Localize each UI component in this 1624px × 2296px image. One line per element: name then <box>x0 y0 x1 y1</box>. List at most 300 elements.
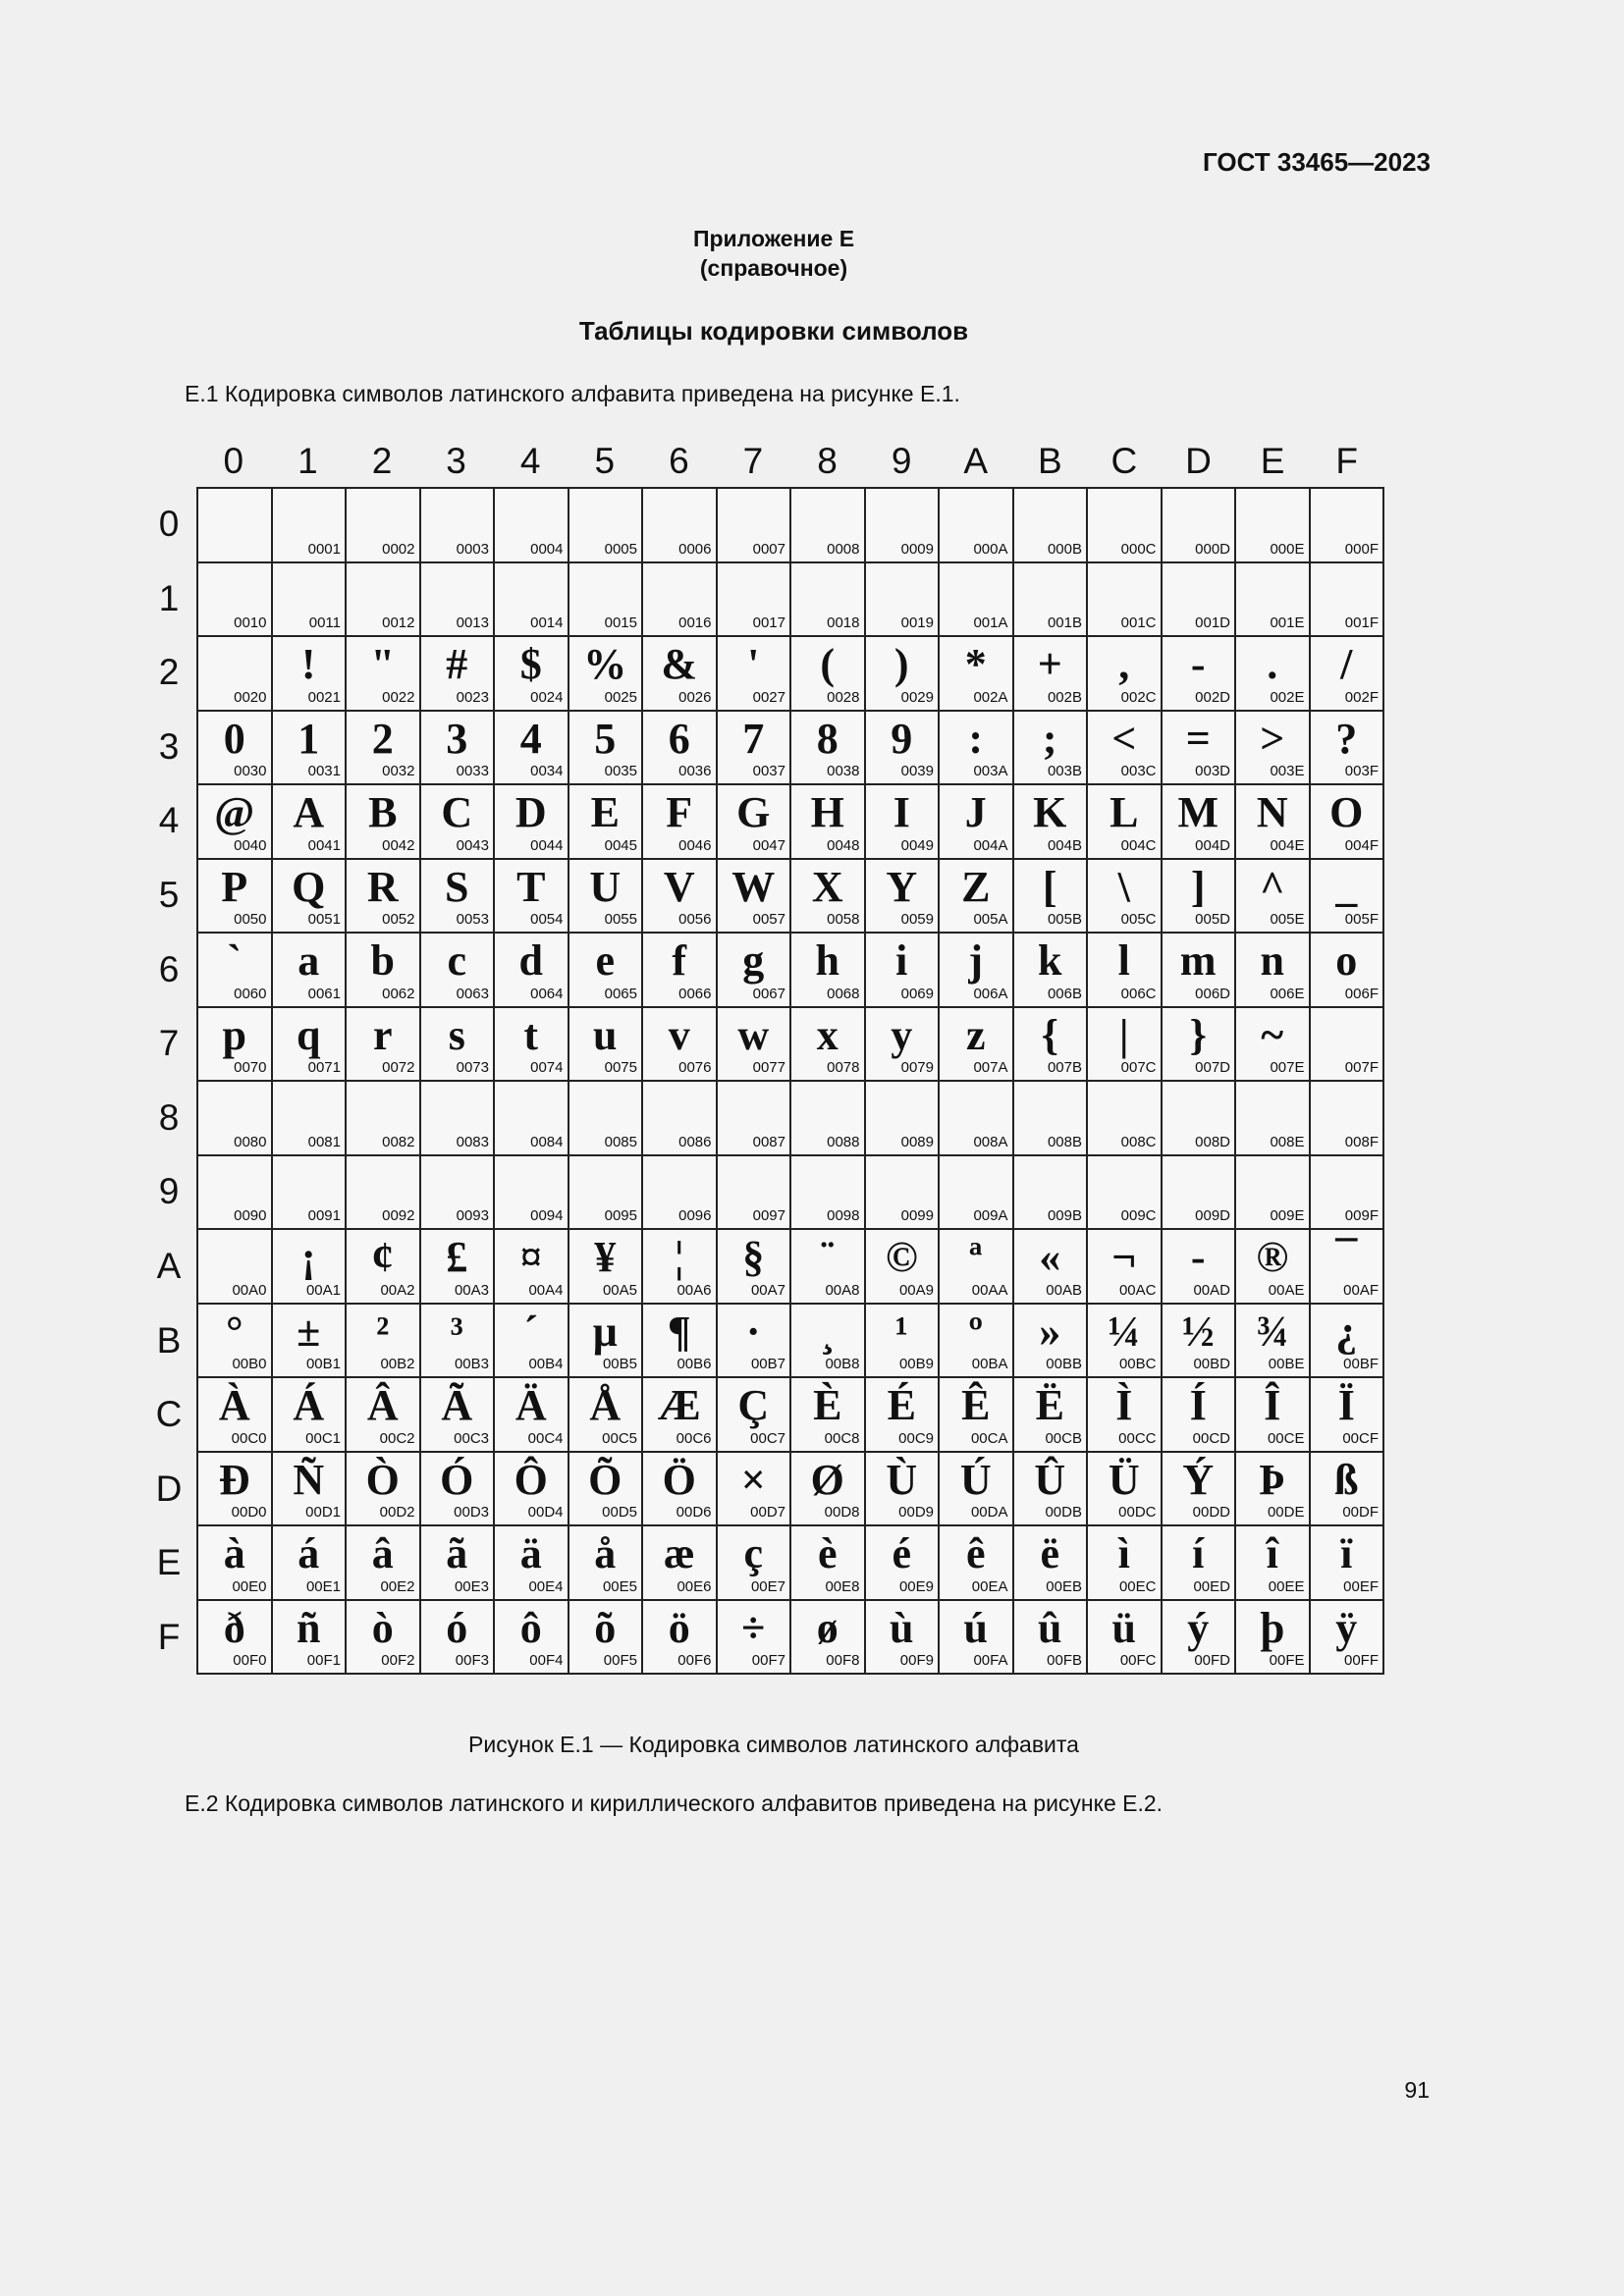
cell-code: 008A <box>973 1133 1008 1150</box>
column-header: E <box>1260 441 1285 481</box>
cell-glyph: 2 <box>371 714 394 763</box>
code-cell <box>718 1601 792 1676</box>
cell-glyph: Æ <box>657 1381 701 1429</box>
cell-glyph: , <box>1118 640 1130 688</box>
column-header: 7 <box>742 441 764 481</box>
code-cell <box>718 1453 792 1527</box>
code-cell <box>940 563 1014 638</box>
code-cell <box>198 1230 273 1305</box>
cell-glyph: r <box>372 1010 393 1059</box>
cell-glyph: z <box>965 1010 986 1059</box>
code-cell <box>866 1008 941 1083</box>
cell-code: 002C <box>1120 688 1157 706</box>
cell-code: 00F7 <box>751 1652 785 1669</box>
cell-glyph: ø <box>816 1603 839 1652</box>
code-cell <box>569 785 644 860</box>
cell-code: 00FF <box>1343 1652 1379 1669</box>
cell-glyph: å <box>594 1529 617 1577</box>
cell-code: 00D8 <box>824 1504 860 1521</box>
cell-glyph: þ <box>1260 1603 1284 1652</box>
code-cell <box>1163 1453 1237 1527</box>
cell-code: 00F2 <box>381 1652 415 1669</box>
cell-glyph: ç <box>743 1529 764 1577</box>
cell-code: 0049 <box>900 836 934 854</box>
cell-code: 00FA <box>973 1652 1008 1669</box>
cell-glyph: ª <box>969 1233 983 1281</box>
code-cell <box>1014 1526 1089 1601</box>
cell-glyph: í <box>1192 1529 1205 1577</box>
cell-glyph: g <box>742 936 765 985</box>
cell-glyph: á <box>298 1529 320 1577</box>
cell-glyph: : <box>968 714 984 763</box>
cell-glyph: 6 <box>668 714 690 763</box>
cell-code: 00A9 <box>898 1281 934 1299</box>
cell-code: 0072 <box>382 1059 415 1076</box>
cell-glyph: Q <box>292 862 326 911</box>
cell-glyph: F <box>666 788 693 836</box>
cell-glyph: Z <box>961 862 991 911</box>
code-cell <box>198 860 273 934</box>
cell-glyph: L <box>1110 788 1139 836</box>
code-cell <box>791 1008 866 1083</box>
cell-glyph: s <box>448 1010 465 1059</box>
cell-code: 0024 <box>530 688 564 706</box>
cell-glyph: ~ <box>1261 1010 1284 1059</box>
cell-glyph: Ò <box>365 1455 400 1504</box>
code-cell <box>1088 1230 1163 1305</box>
cell-code: 0001 <box>307 540 341 558</box>
code-cell <box>643 1082 718 1156</box>
cell-code: 00E2 <box>380 1577 415 1595</box>
cell-glyph: n <box>1260 936 1284 985</box>
code-cell <box>1236 1526 1311 1601</box>
cell-glyph: Ë <box>1035 1381 1064 1429</box>
cell-code: 0064 <box>530 985 564 1002</box>
code-cell <box>791 860 866 934</box>
cell-code: 00D4 <box>527 1504 564 1521</box>
cell-code: 00D9 <box>898 1504 934 1521</box>
code-cell <box>495 1601 569 1676</box>
row-header: 8 <box>158 1096 180 1138</box>
cell-code: 00AF <box>1343 1281 1379 1299</box>
cell-code: 0066 <box>678 985 712 1002</box>
code-cell <box>1014 637 1089 712</box>
code-cell <box>1236 1082 1311 1156</box>
code-cell <box>791 563 866 638</box>
cell-code: 00DB <box>1045 1504 1082 1521</box>
cell-code: 0078 <box>827 1059 860 1076</box>
cell-code: 0071 <box>307 1059 341 1076</box>
cell-code: 003F <box>1344 763 1379 779</box>
cell-glyph: ë <box>1040 1529 1060 1577</box>
code-cell <box>718 860 792 934</box>
cell-glyph: h <box>815 936 839 985</box>
cell-glyph: « <box>1039 1233 1061 1281</box>
cell-code: 00D5 <box>602 1504 637 1521</box>
code-cell <box>1163 1082 1237 1156</box>
code-cell <box>866 1082 941 1156</box>
cell-glyph: o <box>1335 936 1358 985</box>
cell-glyph: ^ <box>1259 862 1285 911</box>
cell-code: 0077 <box>752 1059 785 1076</box>
code-cell <box>273 860 348 934</box>
code-grid <box>196 487 1384 1675</box>
cell-glyph: V <box>663 862 695 911</box>
cell-glyph: y <box>891 1010 913 1059</box>
cell-glyph: Ý <box>1182 1455 1215 1504</box>
code-cell <box>569 1378 644 1453</box>
code-cell <box>495 934 569 1008</box>
code-cell <box>1014 1378 1089 1453</box>
code-cell <box>495 637 569 712</box>
cell-code: 00DA <box>970 1504 1008 1521</box>
cell-code: 0079 <box>900 1059 934 1076</box>
code-cell <box>421 1082 496 1156</box>
cell-glyph: ÷ <box>741 1603 766 1652</box>
column-header: 0 <box>223 441 244 481</box>
cell-glyph: " <box>370 640 395 688</box>
cell-glyph: K <box>1033 788 1067 836</box>
cell-glyph: Ù <box>886 1455 918 1504</box>
cell-glyph: ( <box>820 640 836 688</box>
cell-code: 0030 <box>234 763 267 779</box>
code-cell <box>940 1008 1014 1083</box>
code-cell <box>1311 1526 1385 1601</box>
code-cell <box>1088 1305 1163 1379</box>
cell-code: 0008 <box>827 540 860 558</box>
cell-code: 006C <box>1120 985 1157 1002</box>
code-cell <box>273 785 348 860</box>
cell-code: 00A5 <box>602 1281 637 1299</box>
code-cell <box>347 1453 421 1527</box>
code-cell <box>1311 860 1385 934</box>
code-cell <box>866 1305 941 1379</box>
cell-glyph: c <box>447 936 467 985</box>
code-cell <box>198 1008 273 1083</box>
cell-code: 00AA <box>971 1281 1008 1299</box>
cell-code: 0065 <box>604 985 637 1002</box>
code-cell <box>347 1230 421 1305</box>
column-header: 1 <box>298 441 318 481</box>
code-cell <box>1088 712 1163 786</box>
cell-glyph: = <box>1185 714 1211 763</box>
cell-code: 003D <box>1195 763 1230 779</box>
code-cell <box>791 785 866 860</box>
cell-glyph: ó <box>446 1603 468 1652</box>
cell-code: 005E <box>1270 911 1305 928</box>
code-cell <box>1163 637 1237 712</box>
code-cell <box>1163 785 1237 860</box>
column-header: 8 <box>817 441 838 481</box>
code-cell <box>1014 1082 1089 1156</box>
cell-glyph: Ú <box>959 1455 992 1504</box>
cell-code: 00C0 <box>231 1429 267 1447</box>
cell-code: 004B <box>1047 836 1082 854</box>
cell-code: 0090 <box>234 1207 267 1224</box>
code-cell <box>421 637 496 712</box>
cell-glyph: µ <box>592 1307 618 1356</box>
code-cell <box>421 1453 496 1527</box>
code-cell <box>866 1230 941 1305</box>
cell-glyph: ! <box>300 640 316 688</box>
cell-glyph: · <box>745 1307 761 1356</box>
code-cell <box>791 1082 866 1156</box>
code-cell <box>866 563 941 638</box>
code-cell <box>347 1082 421 1156</box>
cell-glyph: 5 <box>594 714 617 763</box>
column-header: C <box>1110 441 1138 481</box>
row-header: 9 <box>158 1171 180 1212</box>
code-cell <box>1088 860 1163 934</box>
cell-glyph: a <box>298 936 320 985</box>
cell-code: 00D1 <box>305 1504 341 1521</box>
code-cell <box>1311 934 1385 1008</box>
cell-code: 0081 <box>307 1133 341 1150</box>
cell-glyph: f <box>672 936 687 985</box>
cell-glyph: R <box>366 862 399 911</box>
cell-code: 005A <box>973 911 1008 928</box>
code-cell <box>643 563 718 638</box>
cell-glyph: ð <box>223 1603 245 1652</box>
code-cell <box>421 489 496 563</box>
code-cell <box>718 637 792 712</box>
code-cell <box>198 1453 273 1527</box>
code-cell <box>643 1526 718 1601</box>
cell-code: 00B8 <box>825 1356 860 1372</box>
cell-glyph: < <box>1111 714 1137 763</box>
cell-code: 001F <box>1344 614 1379 631</box>
code-cell <box>347 1156 421 1231</box>
code-cell <box>866 489 941 563</box>
code-cell <box>1163 1230 1237 1305</box>
cell-code: 00EA <box>971 1577 1008 1595</box>
code-cell <box>569 637 644 712</box>
cell-code: 0098 <box>827 1207 860 1224</box>
code-cell <box>643 1305 718 1379</box>
code-cell <box>866 785 941 860</box>
code-cell <box>1014 712 1089 786</box>
cell-glyph: > <box>1260 714 1285 763</box>
cell-code: 003A <box>973 763 1008 779</box>
column-header: A <box>963 441 989 481</box>
column-header: 6 <box>669 441 689 481</box>
cell-code: 002B <box>1047 688 1082 706</box>
code-cell <box>273 1156 348 1231</box>
cell-glyph: | <box>1118 1010 1129 1059</box>
cell-code: 0074 <box>530 1059 564 1076</box>
cell-code: 00CD <box>1192 1429 1230 1447</box>
cell-code: 0048 <box>827 836 860 854</box>
cell-glyph: Õ <box>588 1455 623 1504</box>
column-header: B <box>1037 441 1062 481</box>
code-cell <box>198 934 273 1008</box>
cell-code: 006A <box>973 985 1008 1002</box>
code-cell <box>718 563 792 638</box>
cell-glyph: D <box>514 788 547 836</box>
cell-code: 00ED <box>1193 1577 1230 1595</box>
cell-code: 005B <box>1047 911 1082 928</box>
cell-code: 00B3 <box>454 1356 489 1372</box>
code-cell <box>421 563 496 638</box>
code-cell <box>198 1526 273 1601</box>
code-cell <box>643 860 718 934</box>
cell-code: 009A <box>973 1207 1008 1224</box>
cell-code: 00C7 <box>750 1429 785 1447</box>
cell-code: 00C2 <box>379 1429 415 1447</box>
cell-glyph: â <box>371 1529 394 1577</box>
code-cell <box>643 637 718 712</box>
cell-glyph: ´ <box>523 1307 539 1356</box>
cell-glyph: @ <box>214 788 255 836</box>
cell-code: 001B <box>1047 614 1082 631</box>
cell-code: 0002 <box>382 540 415 558</box>
code-cell <box>569 712 644 786</box>
code-cell <box>1163 489 1237 563</box>
cell-code: 008E <box>1270 1133 1305 1150</box>
cell-code: 00E9 <box>898 1577 934 1595</box>
cell-code: 00C6 <box>676 1429 712 1447</box>
annex-type: (справочное) <box>699 255 848 281</box>
cell-glyph: b <box>370 936 395 985</box>
code-cell <box>198 1601 273 1676</box>
cell-glyph: Û <box>1034 1455 1066 1504</box>
column-header-row <box>196 438 1384 485</box>
cell-code: 000F <box>1344 540 1379 558</box>
code-cell <box>1236 1601 1311 1676</box>
cell-code: 00C3 <box>454 1429 489 1447</box>
code-cell <box>347 1601 421 1676</box>
code-cell <box>1236 1453 1311 1527</box>
code-cell <box>347 1305 421 1379</box>
code-cell <box>569 1305 644 1379</box>
column-header: 9 <box>891 441 912 481</box>
cell-glyph: è <box>817 1529 838 1577</box>
code-cell <box>198 563 273 638</box>
code-cell <box>1014 1008 1089 1083</box>
code-cell <box>866 1453 941 1527</box>
cell-glyph: Y <box>886 862 918 911</box>
cell-glyph: ) <box>893 640 909 688</box>
cell-glyph: . <box>1267 640 1278 688</box>
cell-code: 00CE <box>1267 1429 1305 1447</box>
cell-glyph: à <box>223 1529 245 1577</box>
cell-code: 00BF <box>1343 1356 1379 1372</box>
cell-glyph: A <box>293 788 325 836</box>
code-cell <box>198 712 273 786</box>
code-cell <box>495 712 569 786</box>
cell-glyph: Á <box>293 1381 325 1429</box>
cell-code: 00E4 <box>528 1577 564 1595</box>
row-header: 6 <box>158 948 180 989</box>
cell-glyph: À <box>218 1381 250 1429</box>
code-cell <box>1163 1601 1237 1676</box>
cell-code: 00D2 <box>379 1504 415 1521</box>
cell-glyph: ' <box>747 640 760 688</box>
cell-glyph: M <box>1177 788 1219 836</box>
code-cell <box>347 489 421 563</box>
code-cell <box>791 934 866 1008</box>
row-header: 1 <box>158 577 180 618</box>
code-cell <box>1311 785 1385 860</box>
code-cell <box>495 1378 569 1453</box>
cell-code: 00B1 <box>305 1356 341 1372</box>
code-cell <box>1236 563 1311 638</box>
cell-glyph: H <box>810 788 844 836</box>
cell-code: 00D6 <box>676 1504 712 1521</box>
code-cell <box>273 1526 348 1601</box>
cell-code: 002E <box>1270 688 1305 706</box>
cell-code: 00E5 <box>602 1577 637 1595</box>
cell-glyph: ° <box>225 1307 244 1356</box>
cell-code: 00B4 <box>528 1356 564 1372</box>
code-cell <box>940 1453 1014 1527</box>
cell-code: 00EE <box>1268 1577 1305 1595</box>
code-cell <box>718 712 792 786</box>
cell-code: 0003 <box>456 540 489 558</box>
cell-code: 00BA <box>971 1356 1008 1372</box>
code-cell <box>718 489 792 563</box>
code-cell <box>421 1526 496 1601</box>
cell-glyph: k <box>1038 936 1062 985</box>
cell-glyph: ] <box>1190 862 1206 911</box>
code-cell <box>347 1378 421 1453</box>
cell-glyph: v <box>668 1010 690 1059</box>
code-cell <box>495 1008 569 1083</box>
cell-code: 00A2 <box>380 1281 415 1299</box>
cell-code: 008D <box>1195 1133 1230 1150</box>
cell-code: 0012 <box>382 614 415 631</box>
cell-code: 0051 <box>307 911 341 928</box>
cell-glyph: Ê <box>961 1381 991 1429</box>
cell-code: 0033 <box>456 763 489 779</box>
cell-code: 0087 <box>752 1133 785 1150</box>
cell-code: 009F <box>1344 1207 1379 1224</box>
code-cell <box>791 712 866 786</box>
cell-glyph: ñ <box>297 1603 321 1652</box>
code-cell <box>718 785 792 860</box>
cell-glyph: Ç <box>737 1381 770 1429</box>
cell-glyph: E <box>590 788 620 836</box>
code-cell <box>1311 563 1385 638</box>
cell-code: 0041 <box>307 836 341 854</box>
code-cell <box>1014 1453 1089 1527</box>
cell-code: 00AD <box>1193 1281 1230 1299</box>
cell-glyph: É <box>887 1381 916 1429</box>
cell-code: 00A4 <box>528 1281 564 1299</box>
cell-glyph: ¡ <box>300 1233 316 1281</box>
cell-code: 0086 <box>678 1133 712 1150</box>
cell-code: 00AC <box>1118 1281 1157 1299</box>
cell-code: 0017 <box>752 614 785 631</box>
cell-code: 0063 <box>456 985 489 1002</box>
code-cell <box>1088 1378 1163 1453</box>
cell-glyph: * <box>964 640 987 688</box>
cell-code: 00F5 <box>603 1652 637 1669</box>
cell-glyph: P <box>221 862 248 911</box>
cell-code: 006E <box>1270 985 1305 1002</box>
cell-code: 00B2 <box>380 1356 415 1372</box>
code-cell <box>347 860 421 934</box>
cell-glyph: X <box>811 862 843 911</box>
cell-glyph: ê <box>965 1529 986 1577</box>
code-cell <box>421 1305 496 1379</box>
cell-code: 0059 <box>900 911 934 928</box>
cell-code: 007B <box>1047 1059 1082 1076</box>
row-header: 7 <box>158 1023 180 1064</box>
cell-code: 00B0 <box>232 1356 267 1372</box>
cell-code: 001C <box>1120 614 1157 631</box>
cell-glyph: û <box>1038 1603 1062 1652</box>
